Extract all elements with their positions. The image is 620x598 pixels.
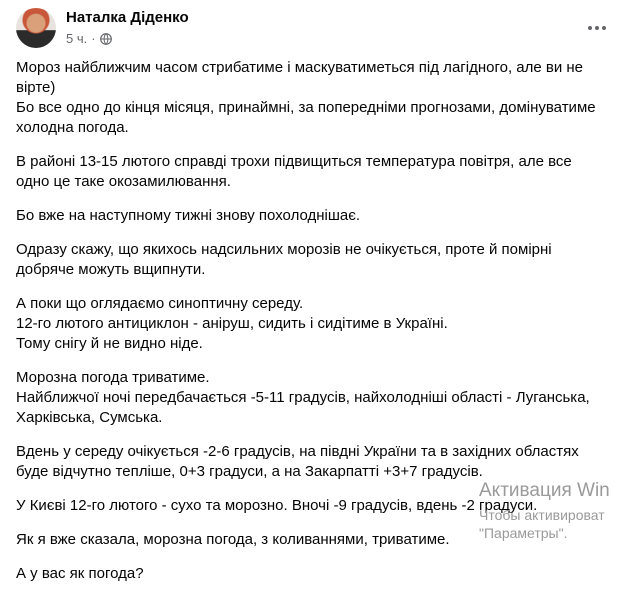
author-name[interactable]: Наталка Діденко bbox=[66, 9, 189, 26]
meta-separator: · bbox=[91, 31, 96, 46]
post-paragraph: Мороз найближчим часом стрибатиме і маскуватиметься під лагідного, але ви не вірте) Бо все одно до кінця місяця, принаймні, за попередніми прогнозами, домінуватиме холодна погода. bbox=[16, 59, 596, 136]
post-meta bbox=[66, 31, 112, 46]
watermark-title: Активация Win bbox=[479, 480, 610, 501]
more-options-icon bbox=[595, 26, 599, 30]
post-paragraph: В районі 13-15 лютого справді трохи підвищиться температура повітря, але все одно це таке окозамилювання. bbox=[16, 153, 572, 190]
post-paragraph: Одразу скажу, що якихось надсильних морозів не очікується, проте й помірні добряче можуть вщипнути. bbox=[16, 241, 552, 278]
post-time[interactable]: 5 ч. bbox=[66, 31, 88, 46]
post-body bbox=[16, 58, 606, 598]
post-paragraph: А поки що оглядаємо синоптичну середу. 12-го лютого антициклон - аніруш, сидить і сидітиме в Україні. Тому снігу й не видно ніде. bbox=[16, 295, 448, 352]
post-paragraph: А у вас як погода? bbox=[16, 565, 144, 582]
globe-icon bbox=[100, 33, 112, 45]
more-options-button[interactable] bbox=[583, 14, 611, 42]
post-paragraph: У Києві 12-го лютого - сухо та морозно. Вночі -9 градусів, вдень -2 градуси. bbox=[16, 497, 538, 514]
post-paragraph: Бо вже на наступному тижні знову похолоднішає. bbox=[16, 207, 361, 224]
post-paragraph: Вдень у середу очікується -2-6 градусів, на півдні України та в західних областях буде відчутно тепліше, 0+3 градуси, а на Закарпатті +3+7 градусів. bbox=[16, 443, 579, 480]
watermark-line: "Параметры". bbox=[479, 525, 568, 541]
more-options-icon bbox=[588, 26, 592, 30]
post-paragraph: Як я вже сказала, морозна погода, з коливаннями, триватиме. bbox=[16, 531, 450, 548]
post-paragraph: Морозна погода триватиме. Найближчої ночі передбачається -5-11 градусів, найхолодніші області - Луганська, Харківська, Сумська. bbox=[16, 369, 590, 426]
more-options-icon bbox=[602, 26, 606, 30]
watermark-line: Чтобы активироват bbox=[479, 507, 605, 523]
avatar[interactable] bbox=[16, 8, 56, 48]
